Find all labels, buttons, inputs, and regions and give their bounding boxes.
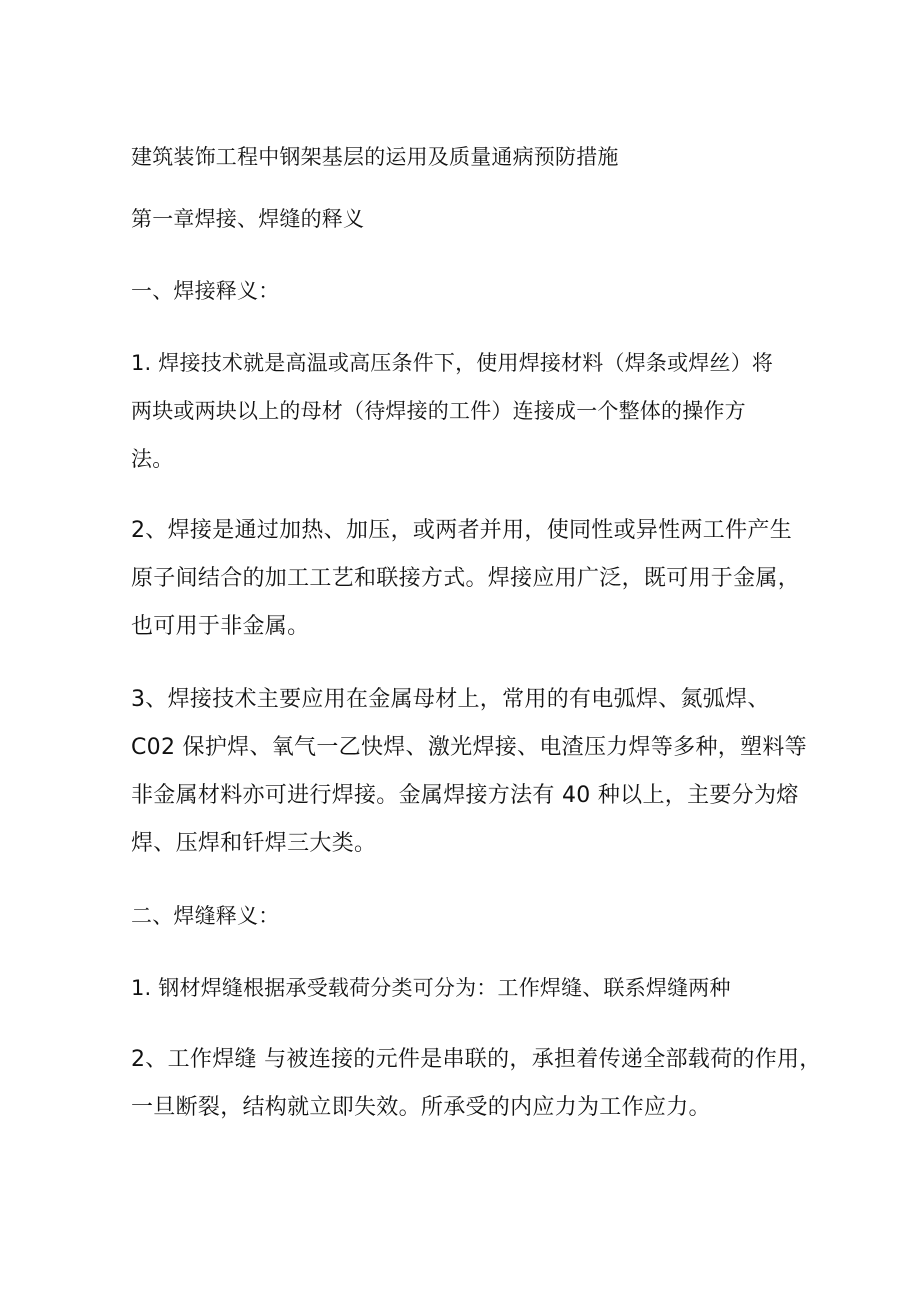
- section1-p1-line1: 1. 焊接技术就是高温或高压条件下，使用焊接材料（焊条或焊丝）将: [131, 351, 774, 375]
- section2-p2-line1: 2、工作焊缝 与被连接的元件是串联的，承担着传递全部载荷的作用，: [131, 1047, 822, 1072]
- section1-p3-line1: 3、焊接技术主要应用在金属母材上，常用的有电弧焊、氮弧焊、: [131, 687, 770, 712]
- chapter-heading: 第一章焊接、焊缝的释义: [131, 207, 365, 231]
- section1-p2-line3: 也可用于非金属。: [131, 614, 310, 639]
- section1-p3-line3: 非金属材料亦可进行焊接。金属焊接方法有 40 种以上，主要分为熔: [131, 783, 799, 808]
- section2-p1-line1: 1. 钢材焊缝根据承受载荷分类可分为：工作焊缝、联系焊缝两种: [131, 976, 731, 1000]
- section1-p2-line2: 原子间结合的加工工艺和联接方式。焊接应用广泛，既可用于金属，: [131, 566, 801, 591]
- section1-heading: 一、焊接释义：: [131, 279, 280, 303]
- section1-p1-line3: 法。: [131, 447, 174, 471]
- section2-p2-line2: 一旦断裂，结构就立即失效。所承受的内应力为工作应力。: [131, 1095, 711, 1120]
- document-title: 建筑装饰工程中钢架基层的运用及质量通病预防措施: [131, 145, 619, 169]
- section2-heading: 二、焊缝释义：: [131, 904, 280, 928]
- section1-p3-line2: C02 保护焊、氧气一乙快焊、激光焊接、电渣压力焊等多种，塑料等: [131, 735, 807, 760]
- section1-p3-line4: 焊、压焊和钎焊三大类。: [131, 831, 377, 856]
- section1-p2-line1: 2、焊接是通过加热、加压，或两者并用，使同性或异性两工件产生: [131, 518, 792, 543]
- section1-p1-line2: 两块或两块以上的母材（待焊接的工件）连接成一个整体的操作方: [131, 399, 746, 423]
